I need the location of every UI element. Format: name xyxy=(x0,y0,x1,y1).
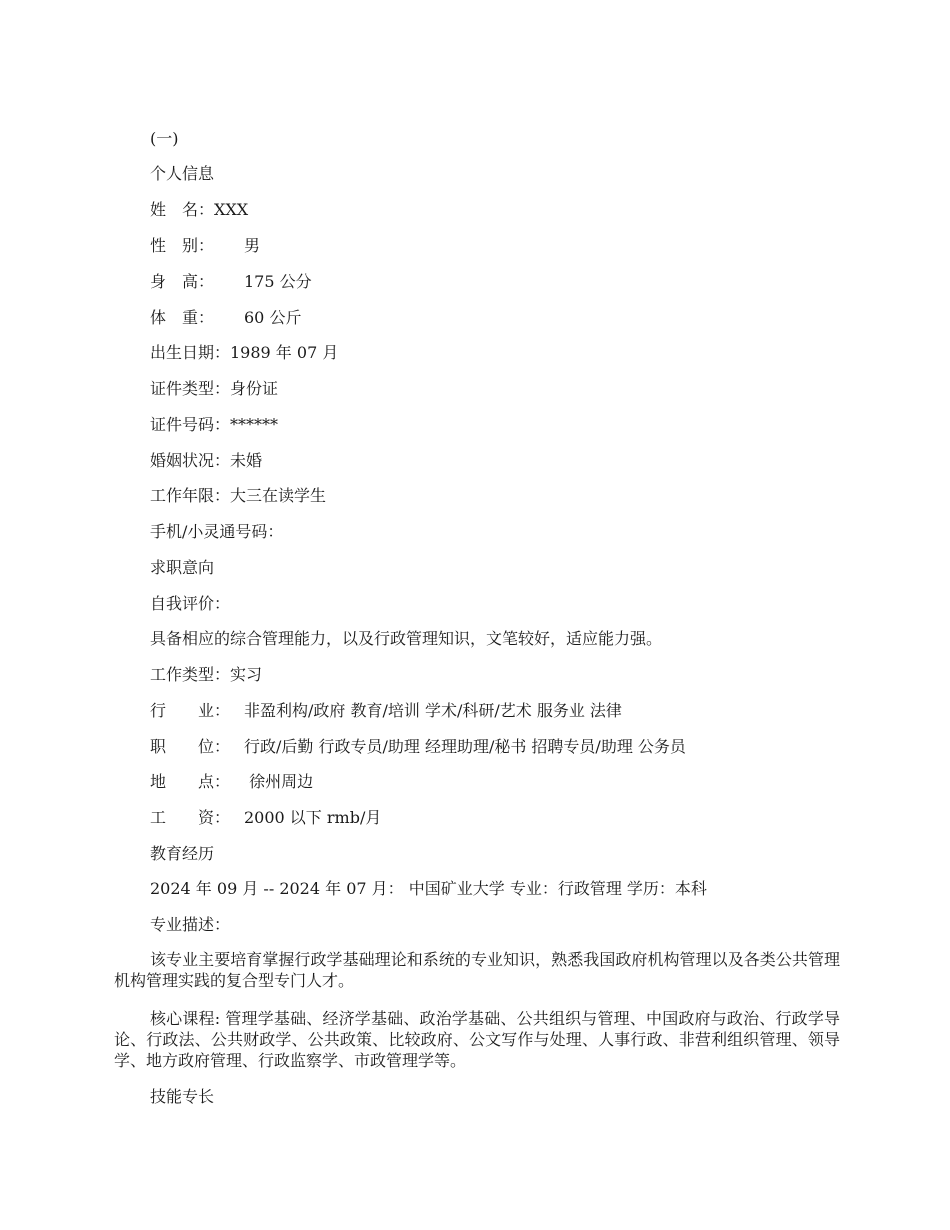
personal-info-heading: 个人信息 xyxy=(150,164,215,183)
section-number: (一) xyxy=(150,129,179,148)
core-courses-paragraph: 核心课程: 管理学基础、经济学基础、政治学基础、公共组织与管理、中国政府与政治、行政学导论、行政法、公共财政学、公共政策、比较政府、公文写作与处理、人事行政、非营利组织管理、领导学、地方政府管理、行政监察学、市政管理学等。 xyxy=(114,1009,840,1070)
major-desc-paragraph: 该专业主要培育掌握行政学基础理论和系统的专业知识，熟悉我国政府机构管理以及各类公共管理机构管理实践的复合型专门人才。 xyxy=(114,950,840,990)
id-type-line: 证件类型：身份证 xyxy=(150,379,279,398)
education-heading: 教育经历 xyxy=(150,844,215,863)
major-desc-label: 专业描述： xyxy=(150,915,231,934)
salary-value: 2000 以下 rmb/月 xyxy=(244,808,382,827)
gender-value: 男 xyxy=(244,236,261,255)
salary-line xyxy=(150,807,381,829)
self-eval-label: 自我评价： xyxy=(150,594,231,613)
industry-line xyxy=(150,700,622,722)
birth-line: 出生日期：1989 年 07 月 xyxy=(150,343,339,362)
self-eval-text: 具备相应的综合管理能力，以及行政管理知识，文笔较好，适应能力强。 xyxy=(150,629,663,648)
gender-line xyxy=(150,235,260,257)
industry-value: 非盈利构/政府 教育/培训 学术/科研/艺术 服务业 法律 xyxy=(244,701,622,720)
height-value: 175 公分 xyxy=(244,272,312,291)
education-entry: 2024 年 09 月 -- 2024 年 07 月： 中国矿业大学 专业：行政管理 学历：本科 xyxy=(150,879,707,898)
height-label: 身 高： xyxy=(150,272,215,291)
position-value: 行政/后勤 行政专员/助理 经理助理/秘书 招聘专员/助理 公务员 xyxy=(244,737,686,756)
industry-label: 行 业： xyxy=(150,701,231,720)
id-number-line: 证件号码：****** xyxy=(150,415,279,434)
weight-label: 体 重： xyxy=(150,308,215,327)
height-line xyxy=(150,271,312,293)
location-value: 徐州周边 xyxy=(244,772,314,791)
name-line: 姓 名：XXX xyxy=(150,200,249,219)
work-years-line: 工作年限：大三在读学生 xyxy=(150,486,327,505)
position-line xyxy=(150,736,686,758)
job-intention-heading: 求职意向 xyxy=(150,558,215,577)
weight-value: 60 公斤 xyxy=(244,308,302,327)
job-type-line: 工作类型：实习 xyxy=(150,665,263,684)
salary-label: 工 资： xyxy=(150,808,231,827)
weight-line xyxy=(150,307,301,329)
position-label: 职 位： xyxy=(150,737,231,756)
location-line xyxy=(150,771,313,793)
phone-line: 手机/小灵通号码： xyxy=(150,522,284,541)
gender-label: 性 别： xyxy=(150,236,215,255)
location-label: 地 点： xyxy=(150,772,231,791)
skills-heading: 技能专长 xyxy=(150,1087,215,1106)
marital-line: 婚姻状况：未婚 xyxy=(150,451,263,470)
